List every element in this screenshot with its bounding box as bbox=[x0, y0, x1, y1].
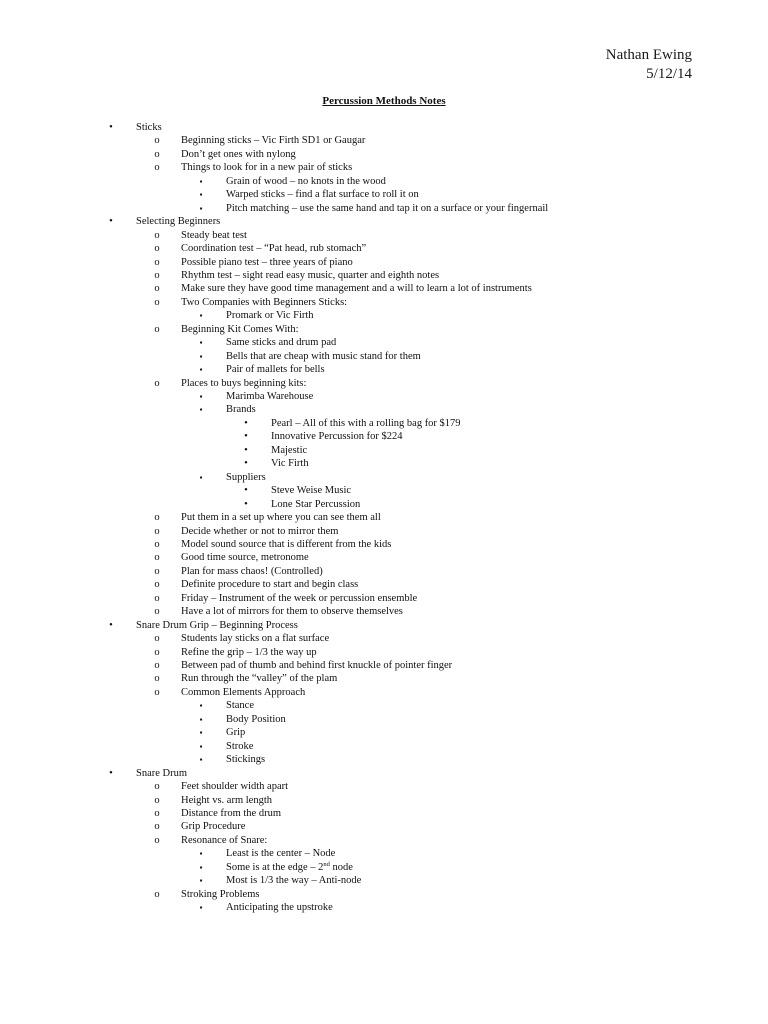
bullet-marker: o bbox=[154, 296, 160, 308]
outline-item-text: Snare Drum Grip – Beginning Process bbox=[136, 619, 298, 631]
outline-item-text: Grip bbox=[226, 727, 246, 739]
header bbox=[606, 46, 692, 84]
outline-item-text: Model sound source that is different from the kids bbox=[181, 538, 392, 550]
bullet-marker: o bbox=[154, 377, 160, 389]
bullet-marker: ▪ bbox=[199, 849, 203, 859]
bullet-marker: o bbox=[154, 592, 160, 604]
bullet-marker: ▪ bbox=[199, 365, 203, 375]
outline-item-text: Pair of mallets for bells bbox=[226, 364, 325, 376]
outline-item-text: Promark or Vic Firth bbox=[226, 310, 314, 322]
bullet-marker: o bbox=[154, 525, 160, 537]
outline-item-text: Places to buys beginning kits: bbox=[181, 377, 307, 389]
outline-item-text: Stroke bbox=[226, 740, 254, 752]
outline-item-text: Brands bbox=[226, 404, 256, 416]
outline-item-text: Stickings bbox=[226, 754, 266, 766]
bullet-marker: ▪ bbox=[199, 311, 203, 321]
author-name: Nathan Ewing bbox=[605, 47, 692, 63]
bullet-marker: ▪ bbox=[199, 903, 203, 913]
bullet-marker: o bbox=[154, 538, 160, 550]
outline-item-text: Snare Drum bbox=[136, 767, 188, 779]
bullet-marker: o bbox=[154, 323, 160, 335]
outline-item-text: Run through the “valley” of the plam bbox=[181, 673, 338, 685]
bullet-marker: o bbox=[154, 283, 160, 295]
outline-item-text: Don’t get ones with nylong bbox=[181, 148, 296, 160]
outline-item-text: Innovative Percussion for $224 bbox=[271, 431, 403, 443]
bullet-marker: • bbox=[244, 498, 248, 510]
outline-item-text: Pearl – All of this with a rolling bag for $179 bbox=[271, 417, 461, 429]
bullet-marker: o bbox=[154, 269, 160, 281]
outline-item-text: Make sure they have good time management and a will to learn a lot of instruments bbox=[181, 283, 532, 295]
outline-item-text: Steady beat test bbox=[181, 229, 247, 241]
outline-item-text: Stance bbox=[226, 700, 254, 712]
bullet-marker: o bbox=[154, 162, 160, 174]
outline-item-text: Pitch matching – use the same hand and tap it on a surface or your fingernail bbox=[226, 202, 549, 214]
outline-item-text: Rhythm test – sight read easy music, quarter and eighth notes bbox=[181, 269, 440, 281]
bullet-marker: o bbox=[154, 512, 160, 524]
bullet-marker: • bbox=[109, 767, 113, 779]
bullet-marker: ▪ bbox=[199, 862, 203, 872]
bullet-marker: ▪ bbox=[199, 405, 203, 415]
outline-item-text: Students lay sticks on a flat surface bbox=[181, 633, 330, 645]
bullet-marker: • bbox=[109, 122, 113, 133]
outline-item-text: Friday – Instrument of the week or percussion ensemble bbox=[181, 592, 418, 604]
bullet-marker: o bbox=[154, 148, 160, 160]
outline-item-text: Bells that are cheap with music stand for them bbox=[226, 350, 421, 362]
bullet-marker: o bbox=[154, 243, 160, 255]
outline-item-text: Put them in a set up where you can see them all bbox=[181, 512, 381, 524]
outline-item-text: Definite procedure to start and begin class bbox=[181, 579, 359, 591]
outline-item-text: Warped sticks – find a flat surface to roll it on bbox=[226, 189, 419, 201]
bullet-marker: o bbox=[154, 673, 160, 685]
bullet-marker: ▪ bbox=[199, 755, 203, 765]
bullet-marker: ▪ bbox=[199, 472, 203, 482]
bullet-marker: o bbox=[154, 821, 160, 833]
bullet-marker: o bbox=[154, 794, 160, 806]
outline-item-text: Possible piano test – three years of piano bbox=[181, 256, 353, 268]
bullet-marker: o bbox=[154, 807, 160, 819]
outline-item-text: Sticks bbox=[136, 122, 162, 133]
outline-item-text: Have a lot of mirrors for them to observe themselves bbox=[181, 606, 403, 618]
bullet-marker: o bbox=[154, 686, 160, 698]
bullet-marker: ▪ bbox=[199, 728, 203, 738]
outline-item-text: Refine the grip – 1/3 the way up bbox=[181, 646, 317, 658]
bullet-marker: • bbox=[244, 444, 248, 456]
bullet-marker: ▪ bbox=[199, 876, 203, 886]
bullet-marker: ▪ bbox=[199, 338, 203, 348]
outline-item-text: Body Position bbox=[226, 713, 286, 725]
bullet-marker: o bbox=[154, 256, 160, 268]
bullet-marker: o bbox=[154, 633, 160, 645]
bullet-marker: o bbox=[154, 135, 160, 147]
outline-item-text: Same sticks and drum pad bbox=[226, 337, 337, 349]
outline-item-text: Stroking Problems bbox=[181, 888, 260, 900]
outline-item-text: Beginning Kit Comes With: bbox=[181, 323, 299, 335]
bullet-marker: • bbox=[244, 458, 248, 470]
outline-item-text: Things to look for in a new pair of sticks bbox=[181, 162, 353, 174]
bullet-marker: o bbox=[154, 660, 160, 671]
outline-item-text: Lone Star Percussion bbox=[271, 498, 361, 510]
outline-item-text: Selecting Beginners bbox=[136, 216, 221, 228]
outline-item-text: Resonance of Snare: bbox=[181, 834, 268, 846]
outline-item-text: Height vs. arm length bbox=[181, 794, 272, 806]
outline-item-text: Most is 1/3 the way – Anti-node bbox=[226, 875, 362, 887]
bullet-marker: o bbox=[154, 888, 160, 900]
bullet-marker: o bbox=[154, 646, 160, 658]
bullet-marker: ▪ bbox=[199, 351, 203, 361]
outline-item-text: Beginning sticks – Vic Firth SD1 or Gaugar bbox=[181, 135, 366, 147]
bullet-marker: • bbox=[109, 216, 113, 228]
bullet-marker: ▪ bbox=[199, 176, 203, 186]
outline-item-text: Feet shoulder width apart bbox=[181, 781, 289, 793]
outline-item-text: Majestic bbox=[271, 444, 308, 456]
bullet-marker: • bbox=[244, 485, 248, 497]
bullet-marker: • bbox=[244, 431, 248, 443]
bullet-marker: o bbox=[154, 579, 160, 591]
outline-item-text: Least is the center – Node bbox=[226, 848, 336, 860]
bullet-marker: o bbox=[154, 229, 160, 241]
outline-item-text: Marimba Warehouse bbox=[226, 391, 314, 402]
document-title: Percussion Methods Notes bbox=[322, 95, 446, 107]
bullet-marker: • bbox=[109, 619, 113, 631]
outline-item-text: Common Elements Approach bbox=[181, 686, 306, 698]
document-date: 5/12/14 bbox=[646, 66, 692, 82]
outline-item-text: Two Companies with Beginners Sticks: bbox=[181, 296, 348, 308]
bullet-marker: ▪ bbox=[199, 203, 203, 213]
outline-item-text: Steve Weise Music bbox=[271, 485, 352, 497]
outline-item-text: Suppliers bbox=[226, 471, 266, 483]
outline-item-text: Grain of wood – no knots in the wood bbox=[226, 175, 386, 187]
outline-item-text: Vic Firth bbox=[271, 458, 309, 470]
bullet-marker: o bbox=[154, 552, 160, 564]
bullet-marker: ▪ bbox=[199, 741, 203, 751]
bullet-marker: ▪ bbox=[199, 714, 203, 724]
outline-item-text: Anticipating the upstroke bbox=[226, 902, 333, 914]
bullet-marker: o bbox=[154, 565, 160, 577]
outline-item-text: Good time source, metronome bbox=[181, 552, 309, 564]
outline-item-text: Decide whether or not to mirror them bbox=[181, 525, 339, 537]
bullet-marker: o bbox=[154, 834, 160, 846]
outline-item-text: Plan for mass chaos! (Controlled) bbox=[181, 565, 323, 577]
bullet-marker: • bbox=[244, 417, 248, 429]
outline-item-text: Distance from the drum bbox=[181, 807, 282, 819]
bullet-marker: ▪ bbox=[199, 701, 203, 711]
bullet-marker: o bbox=[154, 781, 160, 793]
bullet-marker: ▪ bbox=[199, 392, 203, 401]
outline-item-text: Between pad of thumb and behind first knuckle of pointer finger bbox=[181, 660, 453, 671]
bullet-marker: o bbox=[154, 606, 160, 618]
bullet-marker: ▪ bbox=[199, 190, 203, 200]
outline-item-text: Grip Procedure bbox=[181, 821, 246, 833]
outline-item-text: Some is at the edge – 2nd node bbox=[226, 860, 353, 873]
outline-item-text: Coordination test – “Pat head, rub stomach” bbox=[181, 243, 367, 255]
ordinal-superscript: nd bbox=[323, 860, 330, 868]
